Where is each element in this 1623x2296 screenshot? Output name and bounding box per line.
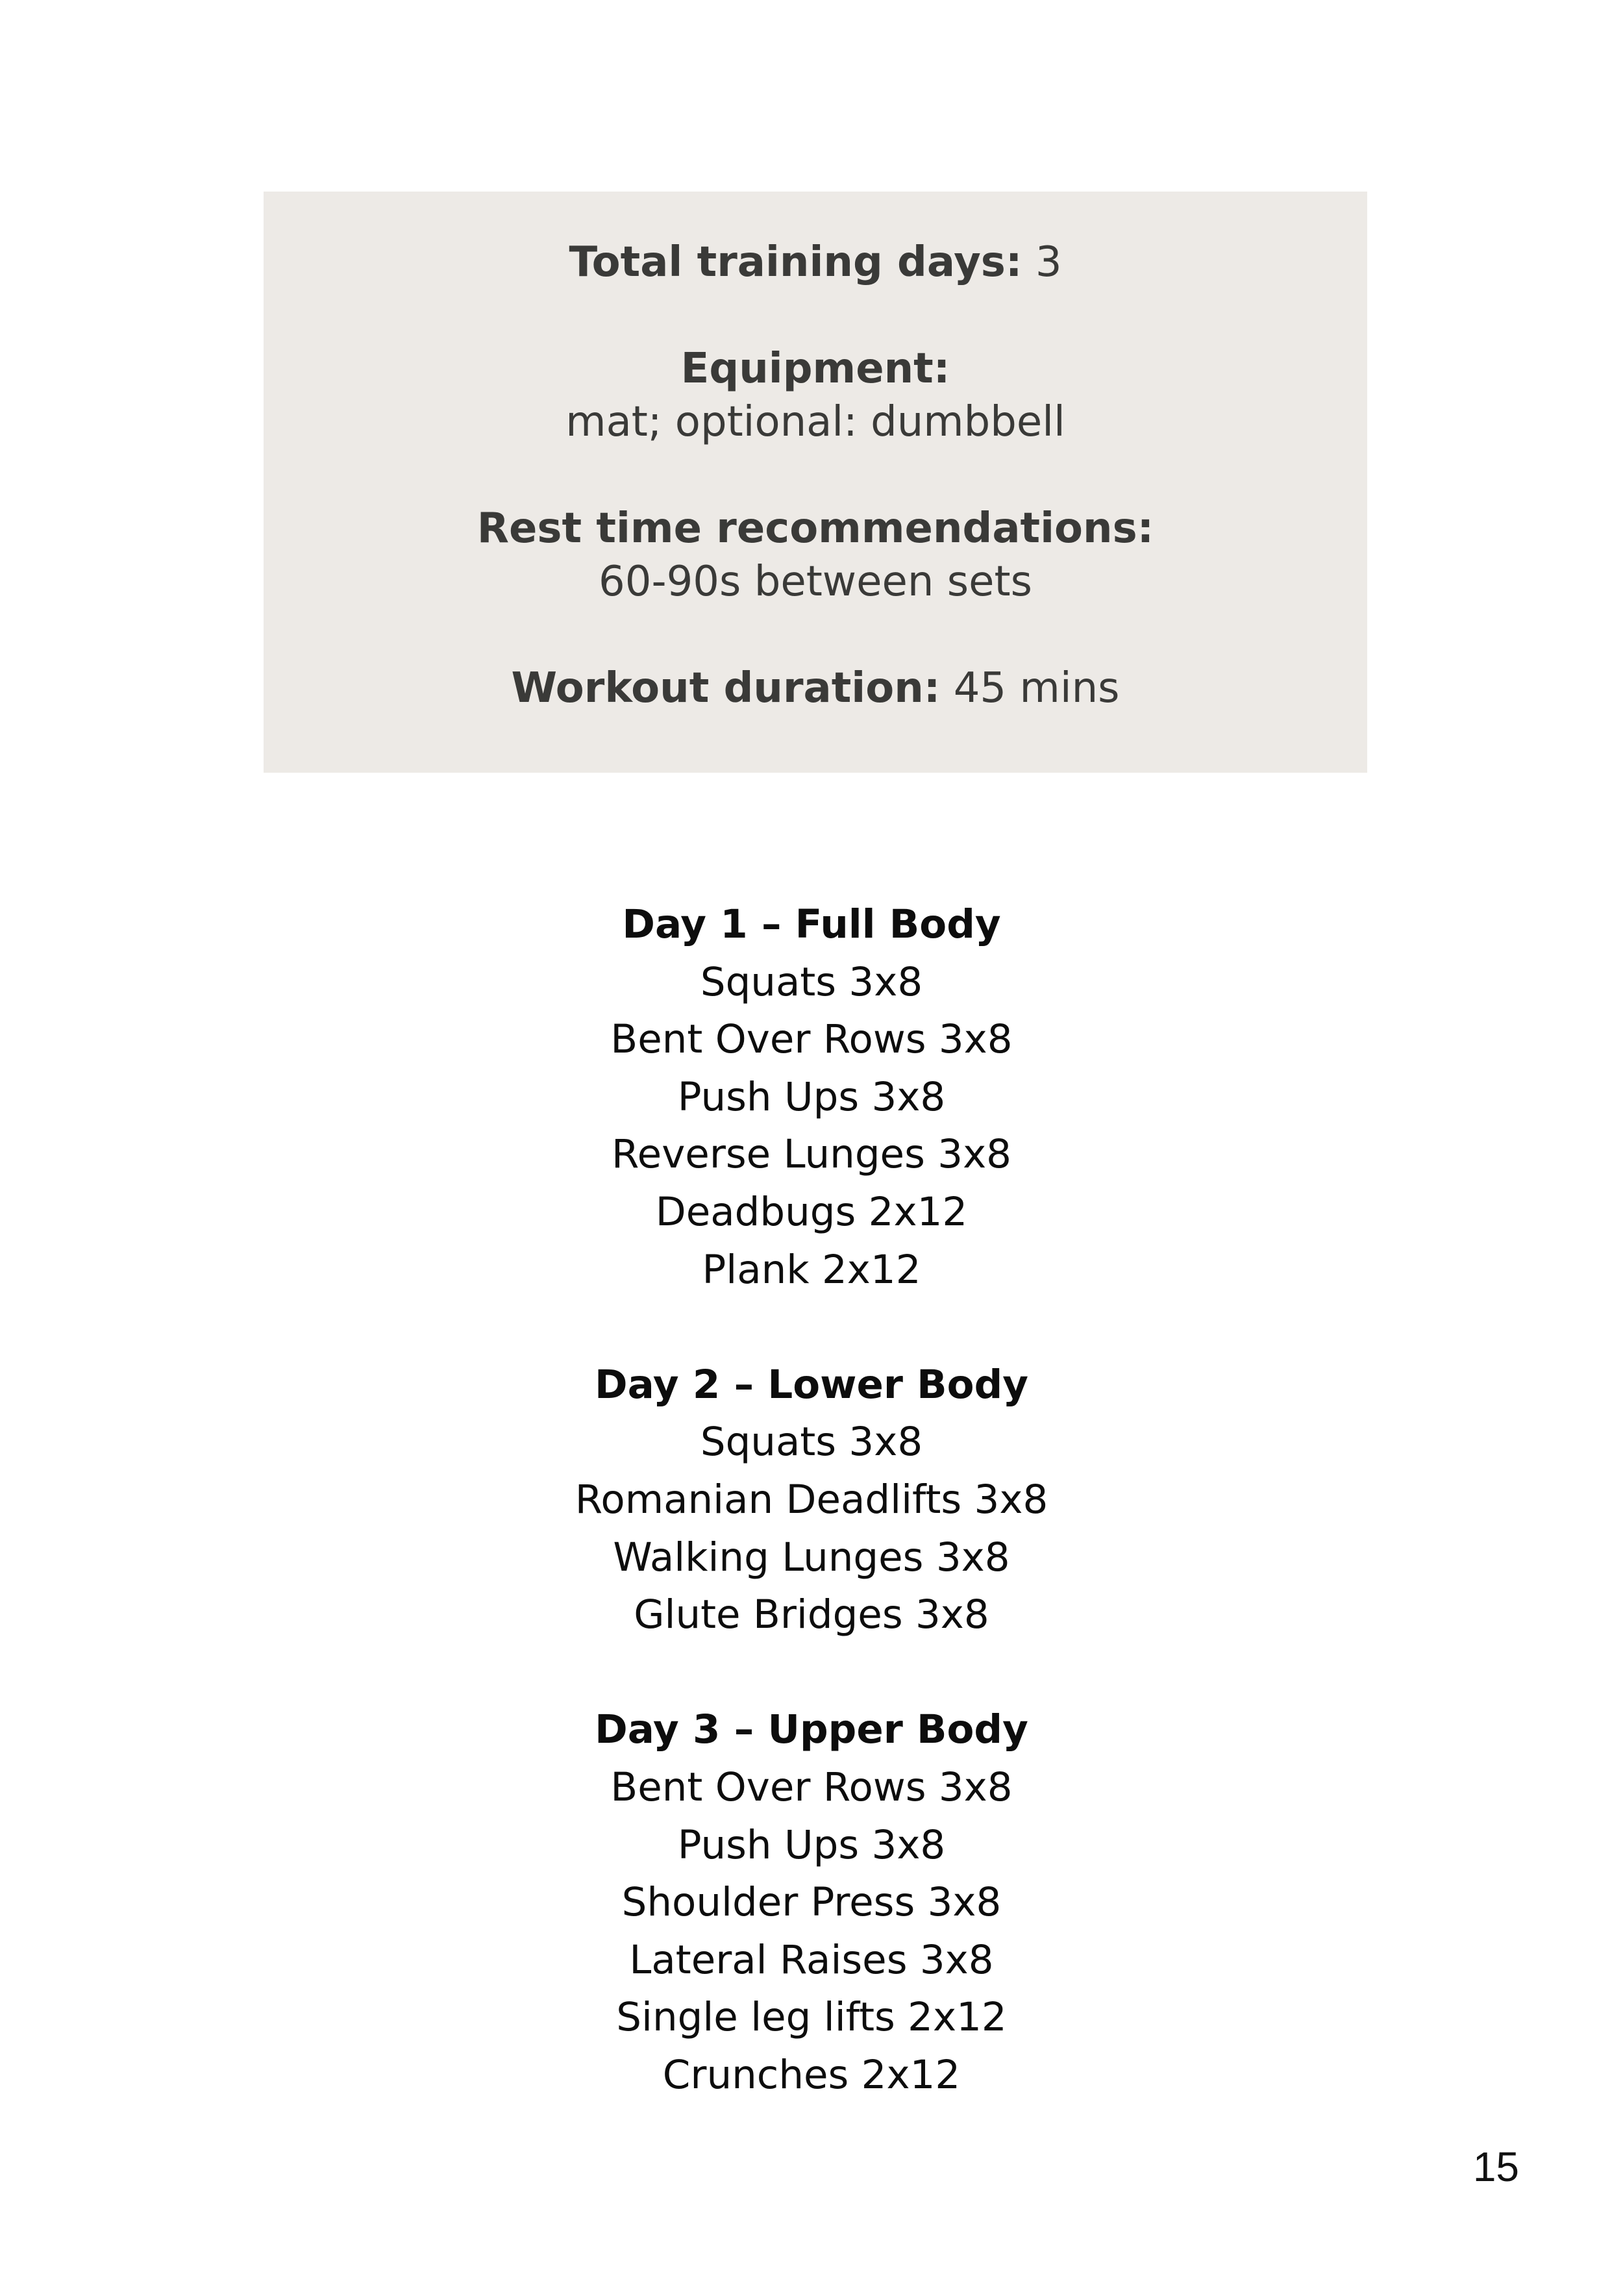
exercise-item: Bent Over Rows 3x8 — [610, 1764, 1013, 1810]
exercise-item: Squats 3x8 — [700, 958, 923, 1005]
exercise-item: Reverse Lunges 3x8 — [612, 1131, 1011, 1178]
exercise-item: Shoulder Press 3x8 — [621, 1879, 1002, 1926]
training-days-row — [264, 236, 1367, 289]
exercise-item: Romanian Deadlifts 3x8 — [575, 1476, 1048, 1523]
exercise-item: Deadbugs 2x12 — [655, 1188, 968, 1235]
workout-summary-box — [264, 192, 1367, 773]
exercise-item: Bent Over Rows 3x8 — [610, 1016, 1013, 1063]
day-3-title: Day 3 – Upper Body — [595, 1706, 1028, 1753]
duration-value: 45 mins — [953, 664, 1120, 712]
day-1-title: Day 1 – Full Body — [622, 901, 1001, 947]
exercise-item: Glute Bridges 3x8 — [634, 1591, 989, 1638]
day-2-block — [0, 1356, 1623, 1644]
exercise-item: Push Ups 3x8 — [677, 1821, 946, 1868]
rest-value: 60-90s between sets — [599, 558, 1032, 606]
equipment-label: Equipment: — [680, 345, 950, 393]
day-1-block — [0, 896, 1623, 1299]
day-2-title: Day 2 – Lower Body — [595, 1361, 1028, 1408]
duration-row — [264, 662, 1367, 715]
workout-plan — [0, 896, 1623, 2104]
exercise-item: Single leg lifts 2x12 — [616, 1994, 1007, 2041]
duration-label: Workout duration: — [511, 664, 941, 712]
exercise-item: Plank 2x12 — [702, 1246, 921, 1293]
training-days-value: 3 — [1035, 238, 1062, 286]
page-number: 15 — [1472, 2143, 1519, 2190]
day-3-block — [0, 1701, 1623, 2104]
exercise-item: Walking Lunges 3x8 — [613, 1534, 1010, 1580]
equipment-value: mat; optional: dumbbell — [565, 398, 1065, 446]
exercise-item: Crunches 2x12 — [662, 2051, 961, 2098]
training-days-label: Total training days: — [569, 238, 1022, 286]
rest-label: Rest time recommendations: — [477, 505, 1154, 553]
exercise-item: Squats 3x8 — [700, 1419, 923, 1466]
exercise-item: Push Ups 3x8 — [677, 1073, 946, 1120]
exercise-item: Lateral Raises 3x8 — [629, 1936, 994, 1983]
